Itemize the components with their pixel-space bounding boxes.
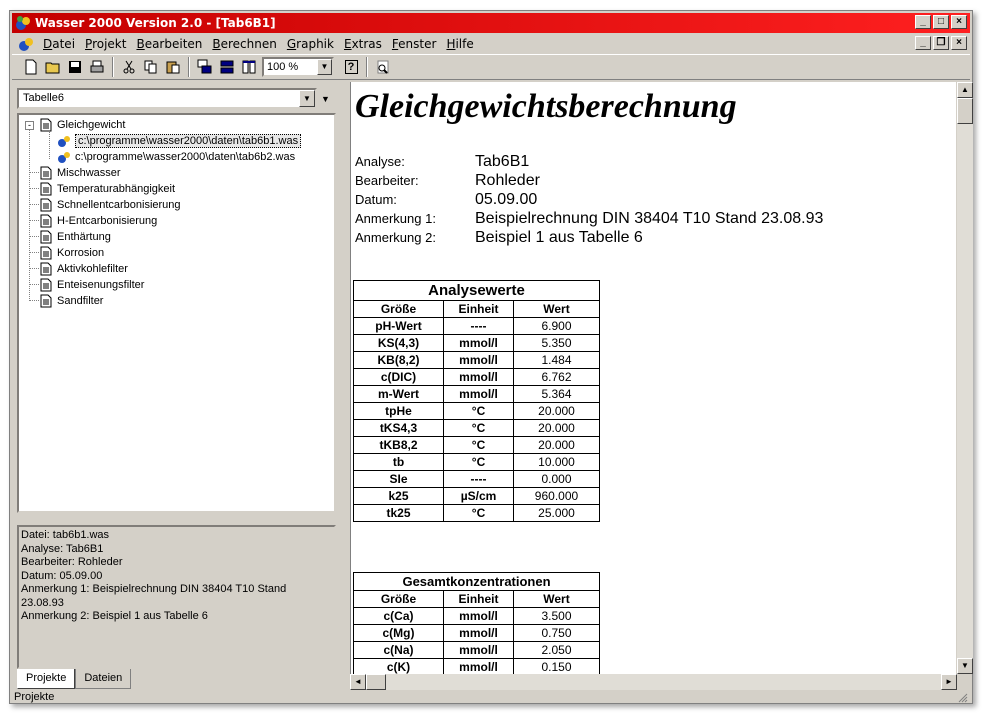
table-caption: Analysewerte [354,281,600,301]
menu-graphik[interactable]: Graphik [286,36,334,51]
table-cell: µS/cm [444,488,514,505]
table-cell: °C [444,454,514,471]
table-row [354,505,600,522]
tree-item[interactable]: Mischwasser [39,165,121,181]
meta-row: Anmerkung 2: Beispiel 1 aus Tabelle 6 [355,228,643,246]
meta-row: Bearbeiter: Rohleder [355,171,540,189]
tree-item[interactable]: Schnellentcarbonisierung [39,197,181,213]
project-info-panel [17,525,336,669]
tile-vertical-icon[interactable] [238,56,260,78]
splitter[interactable] [346,82,349,690]
table-cell: mmol/l [444,642,514,659]
tab-dateien[interactable]: Dateien [75,669,131,689]
table-cell: 2.050 [514,642,600,659]
table-cell: c(Mg) [354,625,444,642]
table-row [354,454,600,471]
pane-tabs [17,669,131,689]
table-cell: tKB8,2 [354,437,444,454]
collapse-toggle[interactable]: - [25,121,34,130]
minimize-button[interactable]: _ [915,15,931,29]
table-row [354,420,600,437]
table-cell: 6.762 [514,369,600,386]
table-cell: 10.000 [514,454,600,471]
table-cell: tk25 [354,505,444,522]
table-cell: 20.000 [514,420,600,437]
horizontal-scrollbar[interactable] [350,674,957,690]
water-file-icon [57,150,71,164]
table-cell: k25 [354,488,444,505]
document-icon[interactable] [18,36,34,52]
resize-grip-icon[interactable] [956,691,968,703]
column-header: Größe [354,301,444,318]
table-cell: 5.350 [514,335,600,352]
tree-item[interactable]: Enthärtung [39,229,111,245]
tree-item[interactable]: Aktivkohlefilter [39,261,128,277]
save-icon[interactable] [64,56,86,78]
menu-hilfe[interactable]: Hilfe [446,36,474,51]
document-icon [39,246,53,260]
document-icon [39,182,53,196]
menu-extras[interactable]: Extras [343,36,382,51]
zoom-select[interactable] [262,57,334,77]
document-icon [39,198,53,212]
document-icon [39,214,53,228]
chevron-down-icon[interactable]: ▼ [299,90,315,107]
menu-projekt[interactable]: Projekt [85,36,127,51]
table-cell: 960.000 [514,488,600,505]
table-cell: 3.500 [514,608,600,625]
print-preview-icon[interactable] [372,56,394,78]
table-cell: mmol/l [444,386,514,403]
info-line: Anmerkung 1: Beispielrechnung DIN 38404 T10 Stand 23.08.93 [21,583,287,609]
water-file-icon [57,134,71,148]
table-row [354,369,600,386]
column-header: Einheit [444,301,514,318]
table-row [354,386,600,403]
table-cell: 0.000 [514,471,600,488]
app-icon [15,15,31,31]
table-cell: 20.000 [514,403,600,420]
open-folder-icon[interactable] [42,56,64,78]
dropdown-arrow-icon[interactable]: ▼ [321,94,330,104]
close-button[interactable]: × [951,15,967,29]
analysewerte-table [353,280,600,522]
toolbar-separator [112,57,114,77]
table-row [354,335,600,352]
tree-file-tab6b1[interactable]: c:\programme\wasser2000\daten\tab6b1.was [57,133,301,149]
scroll-thumb[interactable] [366,674,386,690]
table-header-row [354,301,600,318]
document-icon [39,262,53,276]
table-cell: 20.000 [514,437,600,454]
table-cell: ---- [444,318,514,335]
copy-icon[interactable] [140,56,162,78]
table-row [354,352,600,369]
table-cell: mmol/l [444,659,514,675]
zoom-value: 100 % [267,61,299,73]
table-cell: KS(4,3) [354,335,444,352]
document-icon [39,278,53,292]
table-cell: 5.364 [514,386,600,403]
tree-item[interactable]: Korrosion [39,245,104,261]
scroll-up-button[interactable]: ▲ [957,82,973,98]
table-cell: tKS4,3 [354,420,444,437]
column-header: Einheit [444,591,514,608]
menu-berechnen[interactable]: Berechnen [212,36,277,51]
maximize-button[interactable]: □ [933,15,949,29]
table-row [354,437,600,454]
mdi-restore-button[interactable]: ❐ [933,36,949,50]
table-header-row [354,591,600,608]
table-cell: pH-Wert [354,318,444,335]
table-cell: m-Wert [354,386,444,403]
print-icon[interactable] [86,56,108,78]
table-cell: mmol/l [444,335,514,352]
project-tree[interactable] [17,113,336,513]
scroll-left-button[interactable]: ◄ [350,674,366,690]
title-bar[interactable] [12,13,970,33]
meta-row: Anmerkung 1: Beispielrechnung DIN 38404 T10 Stand 23.08.93 [355,209,824,227]
tile-horizontal-icon[interactable] [216,56,238,78]
menu-bar [12,34,970,53]
meta-row: Analyse: Tab6B1 [355,152,530,170]
column-header: Wert [514,591,600,608]
cut-icon[interactable] [118,56,140,78]
table-cell: mmol/l [444,625,514,642]
mdi-minimize-button[interactable]: _ [915,36,931,50]
table-cell: tpHe [354,403,444,420]
mdi-close-button[interactable]: × [951,36,967,50]
project-pane [12,82,346,690]
document-icon [39,166,53,180]
menu-bearbeiten[interactable]: Bearbeiten [136,36,203,51]
table-cell: 0.150 [514,659,600,675]
table-cell: °C [444,505,514,522]
table-row [354,608,600,625]
toolbar-separator [366,57,368,77]
combo-value: Tabelle6 [23,92,64,104]
column-header: Wert [514,301,600,318]
chevron-down-icon[interactable]: ▼ [317,59,332,75]
table-cell: SIe [354,471,444,488]
info-line: Anmerkung 2: Beispiel 1 aus Tabelle 6 [21,610,208,622]
table-cell: °C [444,420,514,437]
info-line: Datum: 05.09.00 [21,569,103,582]
menu-fenster[interactable]: Fenster [391,36,437,51]
window-title: Wasser 2000 Version 2.0 - [Tab6B1] [35,16,276,30]
table-cell: c(DIC) [354,369,444,386]
cascade-icon[interactable] [194,56,216,78]
tree-item[interactable]: Sandfilter [39,293,103,309]
page-title: Gleichgewichtsberechnung [355,88,737,125]
table-caption: Gesamtkonzentrationen [354,573,600,591]
table-cell: mmol/l [444,608,514,625]
tree-item[interactable]: Enteisenungsfilter [39,277,144,293]
table-cell: c(K) [354,659,444,675]
document-icon [39,294,53,308]
table-cell: mmol/l [444,369,514,386]
document-icon [39,118,53,132]
menu-datei[interactable]: Datei [43,36,76,51]
analysis-meta [355,152,823,247]
table-row [354,659,600,675]
table-cell: c(Ca) [354,608,444,625]
scroll-right-button[interactable]: ► [941,674,957,690]
help-icon[interactable]: ? [340,56,362,78]
table-cell: °C [444,403,514,420]
toolbar-separator [188,57,190,77]
info-line: Bearbeiter: Rohleder [21,556,123,568]
document-icon [39,230,53,244]
meta-row: Datum: 05.09.00 [355,190,538,208]
table-row [354,471,600,488]
paste-icon[interactable] [162,56,184,78]
app-window [9,10,973,704]
gesamtkonzentrationen-table [353,572,600,674]
tree-file-tab6b2[interactable]: c:\programme\wasser2000\daten\tab6b2.was [57,149,295,165]
table-cell: tb [354,454,444,471]
table-cell: 6.900 [514,318,600,335]
table-cell: 0.750 [514,625,600,642]
table-cell: ---- [444,471,514,488]
scroll-thumb[interactable] [957,98,973,124]
column-header: Größe [354,591,444,608]
new-file-icon[interactable] [20,56,42,78]
info-line: Datei: tab6b1.was [21,529,110,541]
vertical-scrollbar[interactable] [957,82,973,674]
table-combo[interactable] [17,88,317,109]
table-row [354,318,600,335]
table-cell: c(Na) [354,642,444,659]
table-cell: KB(8,2) [354,352,444,369]
tab-projekte[interactable]: Projekte [17,669,75,689]
tree-item-gleichgewicht[interactable]: Gleichgewicht [39,117,125,133]
table-cell: 1.484 [514,352,600,369]
status-bar [12,691,970,703]
scroll-down-button[interactable]: ▼ [957,658,973,674]
table-cell: °C [444,437,514,454]
table-row [354,625,600,642]
table-cell: 25.000 [514,505,600,522]
toolbar [12,54,970,80]
tree-item[interactable]: Temperaturabhängigkeit [39,181,175,197]
table-row [354,642,600,659]
table-row [354,488,600,505]
info-line: Analyse: Tab6B1 [21,542,104,555]
table-cell: mmol/l [444,352,514,369]
tree-item[interactable]: H-Entcarbonisierung [39,213,157,229]
document-view [350,82,956,674]
table-row [354,403,600,420]
status-text: Projekte [14,691,55,703]
